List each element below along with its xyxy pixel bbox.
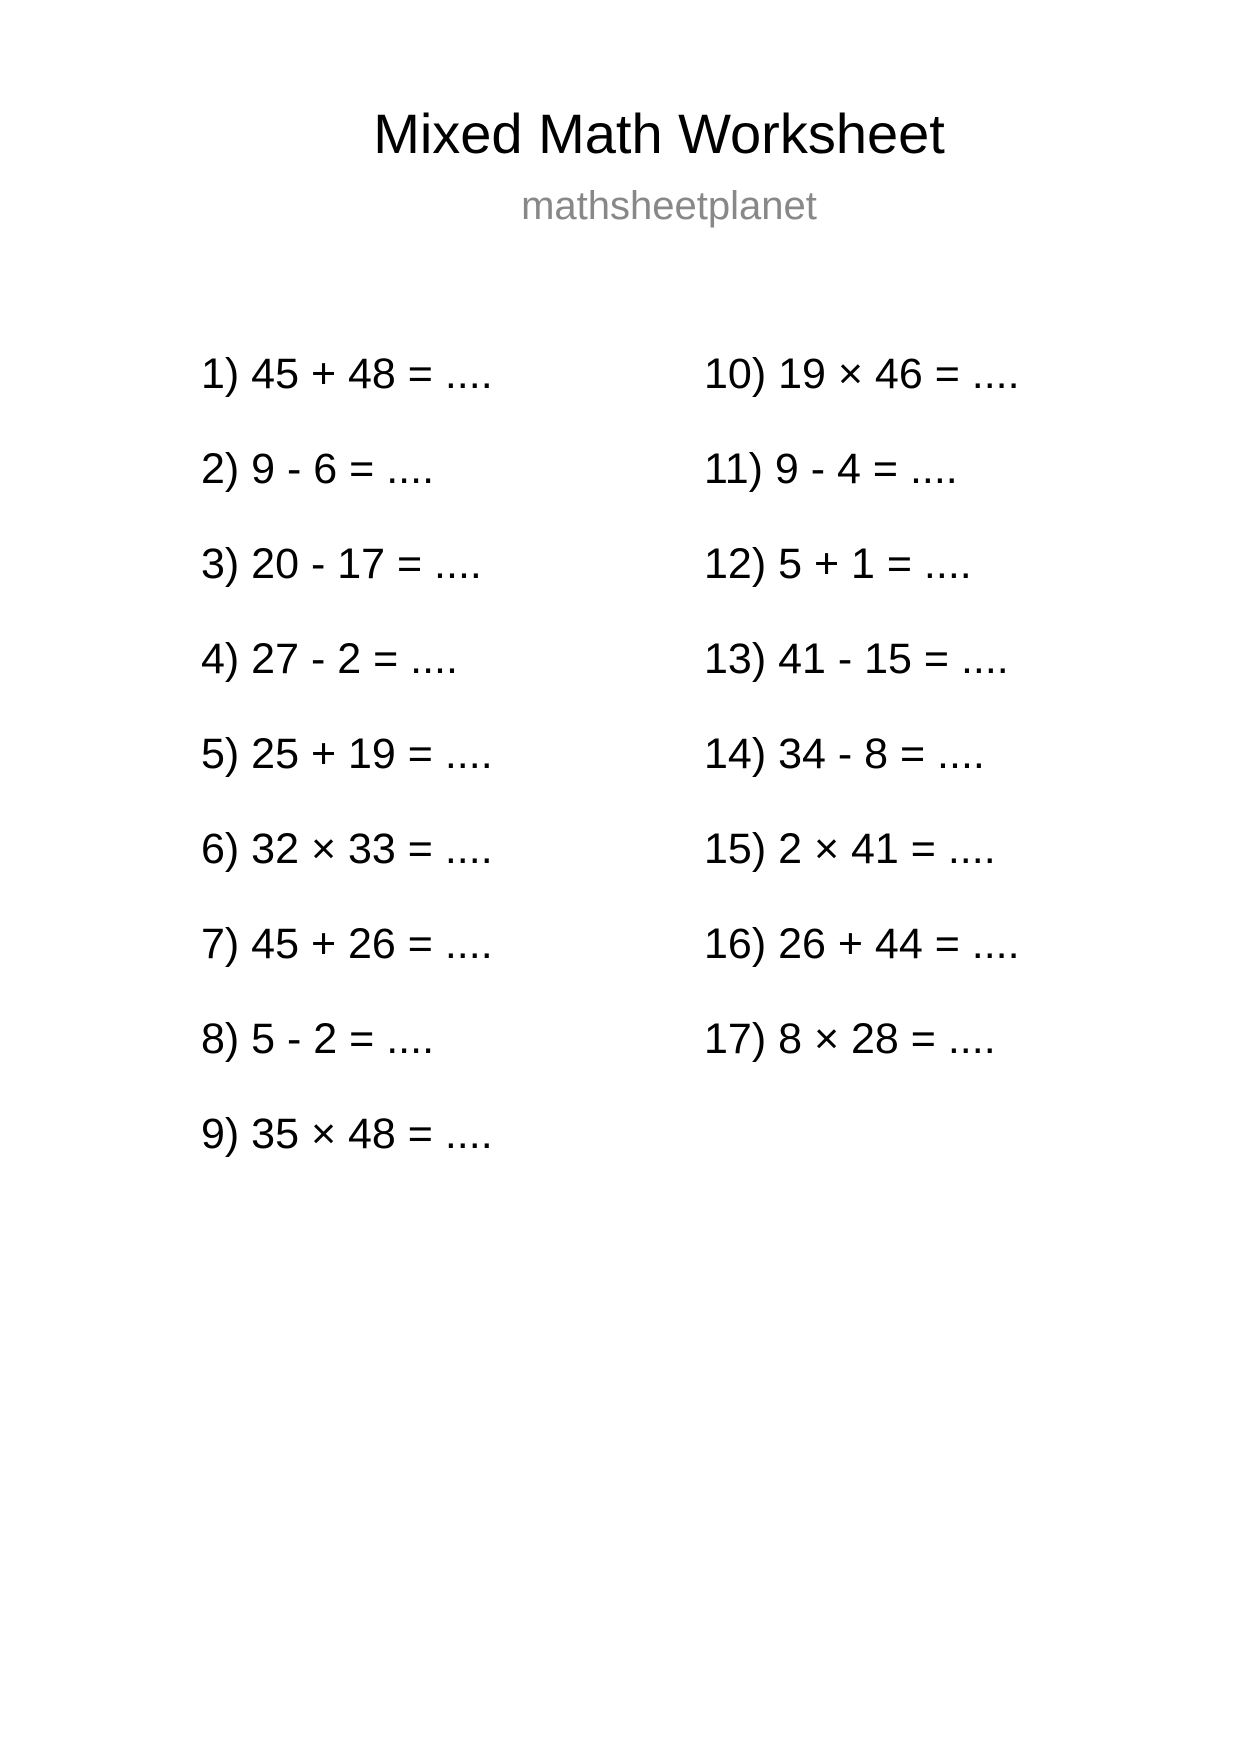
problem-7: 7) 45 + 26 = ....: [201, 920, 493, 968]
problem-4: 4) 27 - 2 = ....: [201, 635, 458, 683]
problem-8: 8) 5 - 2 = ....: [201, 1015, 435, 1063]
problem-17: 17) 8 × 28 = ....: [704, 1015, 996, 1063]
problem-2: 2) 9 - 6 = ....: [201, 445, 435, 493]
problem-3: 3) 20 - 17 = ....: [201, 540, 482, 588]
page-subtitle: mathsheetplanet: [521, 184, 817, 228]
problem-10: 10) 19 × 46 = ....: [704, 350, 1020, 398]
problem-12: 12) 5 + 1 = ....: [704, 540, 972, 588]
problem-1: 1) 45 + 48 = ....: [201, 350, 493, 398]
page-title: Mixed Math Worksheet: [373, 102, 945, 165]
problem-column-left: [201, 348, 493, 1203]
problem-16: 16) 26 + 44 = ....: [704, 920, 1020, 968]
problem-column-right: [704, 348, 1020, 1108]
problem-5: 5) 25 + 19 = ....: [201, 730, 493, 778]
problem-14: 14) 34 - 8 = ....: [704, 730, 985, 778]
problem-6: 6) 32 × 33 = ....: [201, 825, 493, 873]
problem-11: 11) 9 - 4 = ....: [704, 445, 958, 493]
problem-13: 13) 41 - 15 = ....: [704, 635, 1009, 683]
problem-15: 15) 2 × 41 = ....: [704, 825, 996, 873]
problem-9: 9) 35 × 48 = ....: [201, 1110, 493, 1158]
